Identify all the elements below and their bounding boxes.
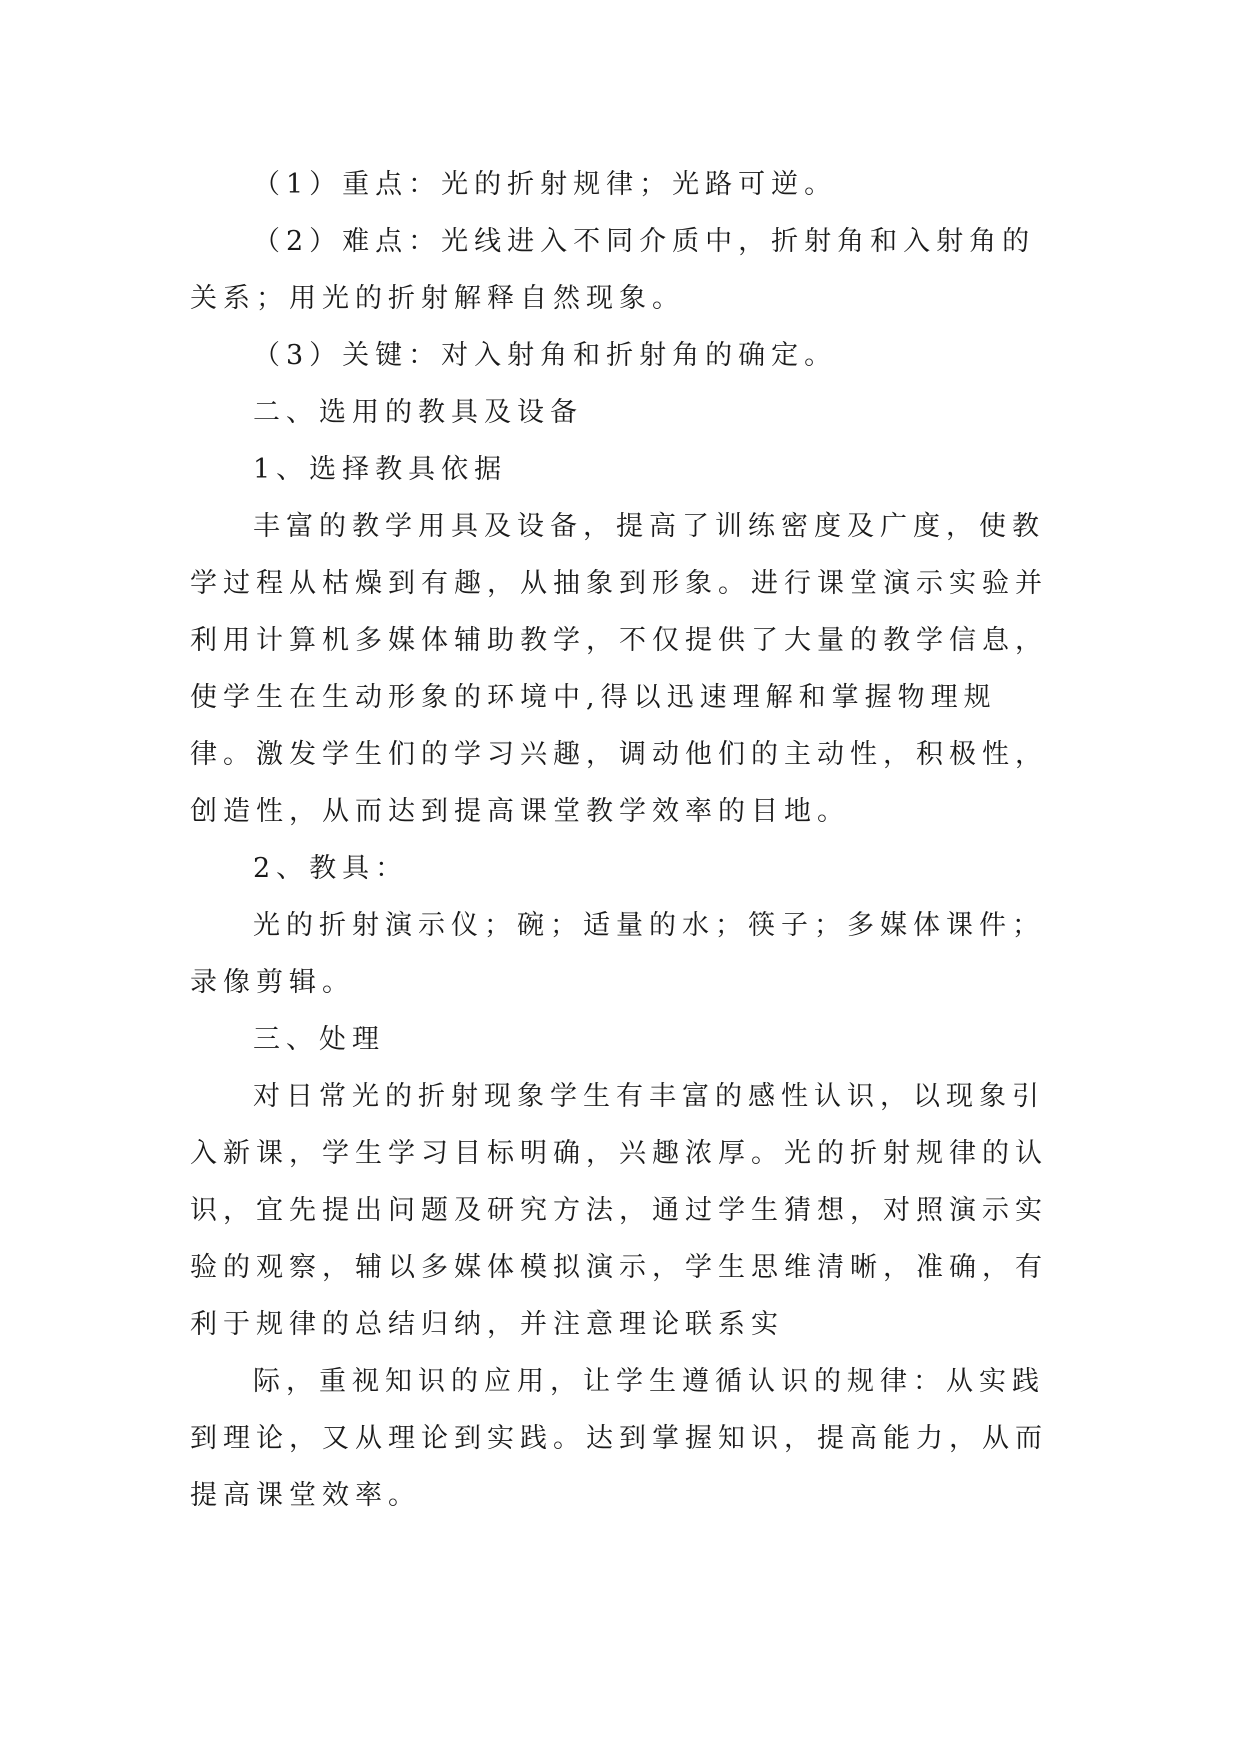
aids-list-paragraph: 光的折射演示仪；碗；适量的水；筷子；多媒体课件；录像剪辑。 bbox=[190, 910, 1045, 998]
key-point-paragraph: （1）重点：光的折射规律；光路可逆。 bbox=[253, 169, 838, 200]
aid-basis-paragraph: 丰富的教学用具及设备，提高了训练密度及广度，使教学过程从枯燥到有趣，从抽象到形象。进行课堂演示实验并利用计算机多媒体辅助教学，不仅提供了大量的教学信息，使学生在生动形象的环境中,得以迅速理解和掌握物理规律。激发学生们的学习兴趣，调动他们的主动性，积极性，创造性，从而达到提高课堂教学效率的目地。 bbox=[190, 511, 1048, 827]
subheading-aid-basis: 1、选择教具依据 bbox=[253, 454, 508, 485]
processing-continuation-paragraph: 际，重视知识的应用，让学生遵循认识的规律：从实践到理论，又从理论到实践。达到掌握知识，提高能力，从而提高课堂效率。 bbox=[190, 1366, 1048, 1511]
subheading-aids: 2、教具： bbox=[253, 853, 409, 884]
difficulty-paragraph: （2）难点：光线进入不同介质中，折射角和入射角的关系；用光的折射解释自然现象。 bbox=[190, 226, 1036, 314]
document-body bbox=[190, 156, 1050, 1524]
section-heading-processing: 三、处理 bbox=[253, 1024, 385, 1055]
crux-paragraph: （3）关键：对入射角和折射角的确定。 bbox=[253, 340, 838, 371]
section-heading-teaching-aids: 二、选用的教具及设备 bbox=[253, 397, 583, 428]
processing-paragraph: 对日常光的折射现象学生有丰富的感性认识，以现象引入新课，学生学习目标明确，兴趣浓厚。光的折射规律的认识，宜先提出问题及研究方法，通过学生猜想，对照演示实验的观察，辅以多媒体模拟演示，学生思维清晰，准确，有利于规律的总结归纳，并注意理论联系实 bbox=[190, 1081, 1048, 1340]
